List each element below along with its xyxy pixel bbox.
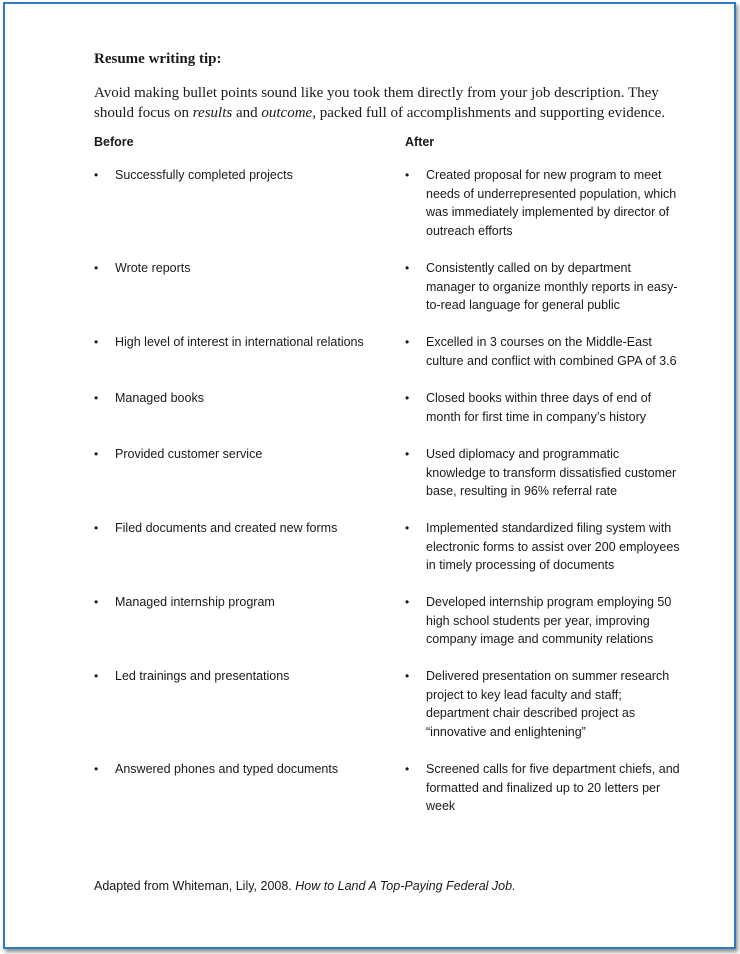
before-item-text: Managed books	[115, 391, 204, 405]
after-item-line: Closed books within three days of end of	[426, 391, 652, 405]
after-item-line: manager to organize monthly reports in easy-	[426, 279, 678, 294]
after-item-line: Developed internship program employing 50	[426, 595, 672, 609]
bullet-dot: •	[405, 762, 410, 776]
citation-text: Adapted from Whiteman, Lily, 2008.	[94, 879, 296, 893]
before-item-text: Managed internship program	[115, 595, 275, 609]
after-item-line: knowledge to transform dissatisfied customer	[426, 465, 677, 480]
after-item-line: Created proposal for new program to meet	[426, 168, 662, 182]
before-item-text: Wrote reports	[115, 261, 191, 275]
after-item-line: Used diplomacy and programmatic	[426, 447, 620, 461]
citation-footer	[94, 879, 516, 893]
after-item-line: company image and community relations	[426, 632, 654, 646]
after-item-text	[426, 445, 676, 501]
bullet-dot: •	[405, 669, 410, 683]
bullet-dot: •	[405, 447, 410, 461]
bullet-dot: •	[94, 447, 99, 461]
column-heading-before: Before	[94, 135, 134, 149]
before-item-text: Provided customer service	[115, 447, 263, 461]
after-item-line: week	[426, 799, 456, 813]
tip-body	[94, 83, 694, 123]
column-heading-after: After	[405, 135, 435, 149]
bullet-dot: •	[94, 335, 99, 349]
after-item-line: to-read language for general public	[426, 298, 620, 312]
page-frame	[3, 2, 736, 949]
after-item-line: culture and conflict with combined GPA of 3.6	[426, 353, 677, 368]
bullet-dot: •	[405, 391, 410, 405]
after-item-text	[426, 166, 676, 240]
tip-heading: Resume writing tip:	[94, 51, 222, 67]
tip-body-emphasis-results: results	[192, 105, 233, 121]
after-item-line: high school students per year, improving	[426, 613, 650, 628]
bullet-dot: •	[94, 595, 99, 609]
after-item-line: outreach efforts	[426, 223, 513, 238]
bullet-dot: •	[405, 521, 410, 535]
after-item-line: project to key lead faculty and staff;	[426, 687, 622, 702]
after-item-line: Implemented standardized filing system with	[426, 521, 672, 535]
bullet-dot: •	[405, 168, 410, 182]
after-item-line: Excelled in 3 courses on the Middle-East	[426, 335, 652, 349]
before-item-text: High level of interest in international relations	[115, 335, 364, 349]
after-item-line: needs of underrepresented population, which	[426, 186, 677, 201]
after-item-line: Delivered presentation on summer research	[426, 669, 670, 683]
bullet-dot: •	[94, 762, 99, 776]
tip-body-text-1: Avoid making bullet points sound like you took them directly from your job description. They should focus on	[94, 85, 659, 121]
after-item-text	[426, 259, 678, 315]
before-item-text: Led trainings and presentations	[115, 669, 290, 683]
bullet-dot: •	[94, 521, 99, 535]
after-item-line: Screened calls for five department chiefs, and	[426, 762, 680, 776]
after-item-line: electronic forms to assist over 200 employees	[426, 539, 680, 554]
before-item-text: Answered phones and typed documents	[115, 762, 339, 776]
after-item-text	[426, 519, 680, 575]
after-item-line: department chair described project as	[426, 706, 636, 720]
tip-body-emphasis-outcome: outcome,	[261, 105, 316, 121]
before-item-text: Filed documents and created new forms	[115, 521, 338, 535]
after-item-line: was immediately implemented by director of	[426, 205, 670, 219]
after-item-text	[426, 389, 651, 426]
tip-body-text-2: and	[232, 105, 262, 121]
after-item-line: formatted and finalized up to 20 letters per	[426, 780, 661, 795]
after-item-line: Consistently called on by department	[426, 261, 631, 275]
bullet-dot: •	[405, 595, 410, 609]
after-item-line: “innovative and enlightening”	[426, 724, 586, 739]
after-item-line: base, resulting in 96% referral rate	[426, 484, 618, 498]
bullet-dot: •	[94, 261, 99, 275]
after-item-text	[426, 667, 669, 741]
after-item-text	[426, 333, 677, 370]
bullet-dot: •	[94, 669, 99, 683]
after-item-line: in timely processing of documents	[426, 558, 615, 572]
bullet-dot: •	[405, 261, 410, 275]
after-item-line: month for first time in company’s history	[426, 409, 646, 424]
after-item-text	[426, 593, 671, 649]
tip-body-text-3: packed full of accomplishments and supporting evidence.	[315, 105, 666, 121]
bullet-dot: •	[405, 335, 410, 349]
bullet-dot: •	[94, 391, 99, 405]
after-item-text	[426, 760, 680, 816]
citation-book-title: How to Land A Top-Paying Federal Job.	[295, 879, 516, 893]
before-item-text: Successfully completed projects	[115, 168, 293, 182]
bullet-dot: •	[94, 168, 99, 182]
